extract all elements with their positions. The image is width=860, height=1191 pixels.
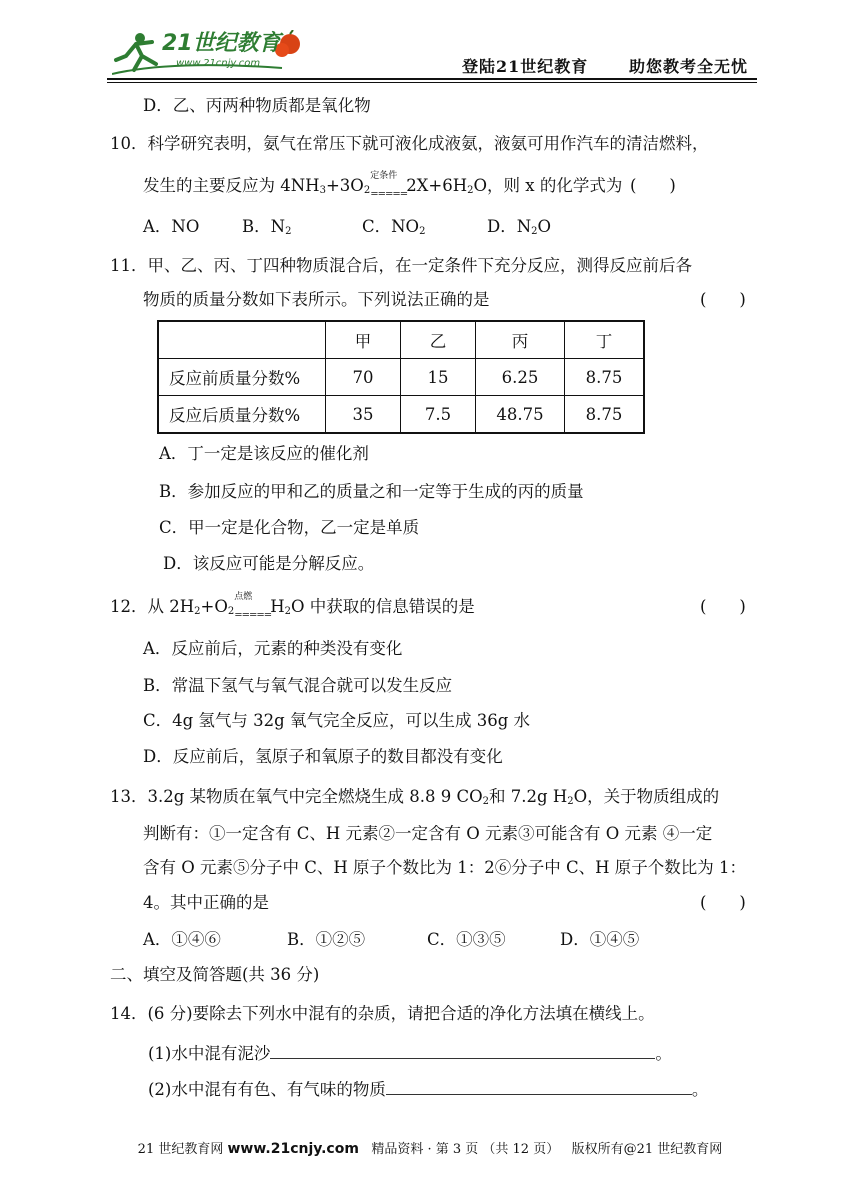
q11-line2: 物质的质量分数如下表所示。下列说法正确的是 (143, 290, 490, 309)
q13-option-a: A．①④⑥ (143, 930, 221, 949)
q10-option-a: A．NO (143, 217, 200, 236)
q13-line2: 判断有：①一定含有 C、H 元素②一定含有 O 元素③可能含有 O 元素 ④一定 (143, 824, 713, 843)
table-row-header: 反应前质量分数% (158, 359, 326, 396)
table-header-cell: 丁 (565, 321, 645, 359)
q10-option-d: D．$N_2O$ (487, 217, 552, 237)
logo-text: 21世纪教育 (162, 31, 281, 56)
q13-option-d: D．①④⑤ (560, 930, 640, 949)
q12-option-c: C．4g 氢气与 32g 氧气完全反应，可以生成 36g 水 (143, 711, 531, 730)
q11-line1: 11．甲、乙、丙、丁四种物质混合后，在一定条件下充分反应，测得反应前后各 (110, 256, 692, 275)
q12-answer-paren: ( ) (700, 597, 746, 616)
header-rule-thin (107, 82, 757, 83)
footer-site: 21 世纪教育网 (137, 1142, 224, 1157)
table-cell: 70 (326, 359, 401, 396)
table-header-row (158, 321, 644, 359)
answer-blank[interactable] (270, 1042, 655, 1059)
table-row (158, 396, 644, 434)
table-row (158, 359, 644, 396)
q13-option-c: C．①③⑤ (427, 930, 506, 949)
q14-item1: (1)水中混有泥沙 。 (148, 1044, 672, 1063)
q14-stem: 14．(6 分)要除去下列水中混有的杂质，请把合适的净化方法填在横线上。 (110, 1004, 655, 1023)
table-header-cell: 乙 (401, 321, 476, 359)
q10-line2: 发生的主要反应为 $4NH_3+3O_2$ 定条件 ===== $2X+6H_2O$，则 x 的化学式为 (143, 171, 623, 200)
table-row-header: 反应后质量分数% (158, 396, 326, 434)
q12-option-b: B．常温下氢气与氧气混合就可以发生反应 (143, 676, 453, 695)
table-cell: 8.75 (565, 396, 645, 434)
q9-option-d: D．乙、丙两种物质都是氧化物 (143, 96, 371, 115)
footer-url[interactable]: www.21cnjy.com (227, 1141, 359, 1157)
q12-option-a: A．反应前后，元素的种类没有变化 (143, 639, 403, 658)
footer-page-info: 精品资料 · 第 3 页 （共 12 页） (371, 1142, 560, 1157)
table-cell: 6.25 (476, 359, 565, 396)
table-cell: 8.75 (565, 359, 645, 396)
page-footer (0, 1141, 860, 1158)
table-cell (158, 321, 326, 359)
q10-option-c: C．$NO_2$ (362, 217, 426, 237)
q13-line4: 4。其中正确的是 (143, 893, 269, 912)
logo-url: www.21cnjy.com (176, 58, 261, 69)
table-header-cell: 丙 (476, 321, 565, 359)
q13-option-b: B．①②⑤ (287, 930, 366, 949)
footer-rights: 版权所有@21 世纪教育网 (571, 1142, 723, 1157)
table-header-cell: 甲 (326, 321, 401, 359)
q11-option-d: D．该反应可能是分解反应。 (163, 554, 375, 573)
reaction-condition: 点燃 ===== (234, 592, 272, 621)
q10-line1: 10．科学研究表明，氨气在常压下就可液化成液氨，液氨可用作汽车的清洁燃料， (110, 134, 709, 153)
q11-option-b: B．参加反应的甲和乙的质量之和一定等于生成的丙的质量 (159, 482, 584, 501)
answer-blank[interactable] (386, 1078, 692, 1095)
reaction-condition: 定条件 ===== (370, 171, 408, 200)
q11-option-a: A．丁一定是该反应的催化剂 (159, 444, 369, 463)
table-cell: 48.75 (476, 396, 565, 434)
table-cell: 7.5 (401, 396, 476, 434)
table-cell: 35 (326, 396, 401, 434)
mass-fraction-table (157, 320, 645, 434)
q10-option-b: B．$N_2$ (242, 217, 292, 237)
q13-line3: 含有 O 元素⑤分子中 C、H 原子个数比为 1：2⑥分子中 C、H 原子个数比为 1： (143, 858, 747, 877)
header-slogan-left: 登陆21世纪教育 (462, 57, 589, 76)
q13-answer-paren: ( ) (700, 893, 746, 912)
section-title: 二、填空及简答题(共 36 分) (110, 965, 320, 984)
q11-answer-paren: ( ) (700, 290, 746, 309)
header-rule (107, 78, 757, 80)
q10-answer-paren: ( ) (630, 176, 676, 195)
header-slogan-right: 助您教考全无忧 (629, 57, 749, 76)
q13-line1: 13．3.2g 某物质在氧气中完全燃烧生成 8.8 9 $CO_2$和 7.2g $H_2O$，关于物质组成的 (110, 787, 720, 807)
q12-stem: 12．从 $2H_2+O_2$ 点燃 ===== $H_2O$ 中获取的信息错误的是 (110, 592, 475, 621)
table-cell: 15 (401, 359, 476, 396)
q11-option-c: C．甲一定是化合物，乙一定是单质 (159, 518, 420, 537)
q14-item2: (2)水中混有有色、有气味的物质 。 (148, 1080, 709, 1099)
q12-option-d: D．反应前后，氢原子和氧原子的数目都没有变化 (143, 747, 503, 766)
